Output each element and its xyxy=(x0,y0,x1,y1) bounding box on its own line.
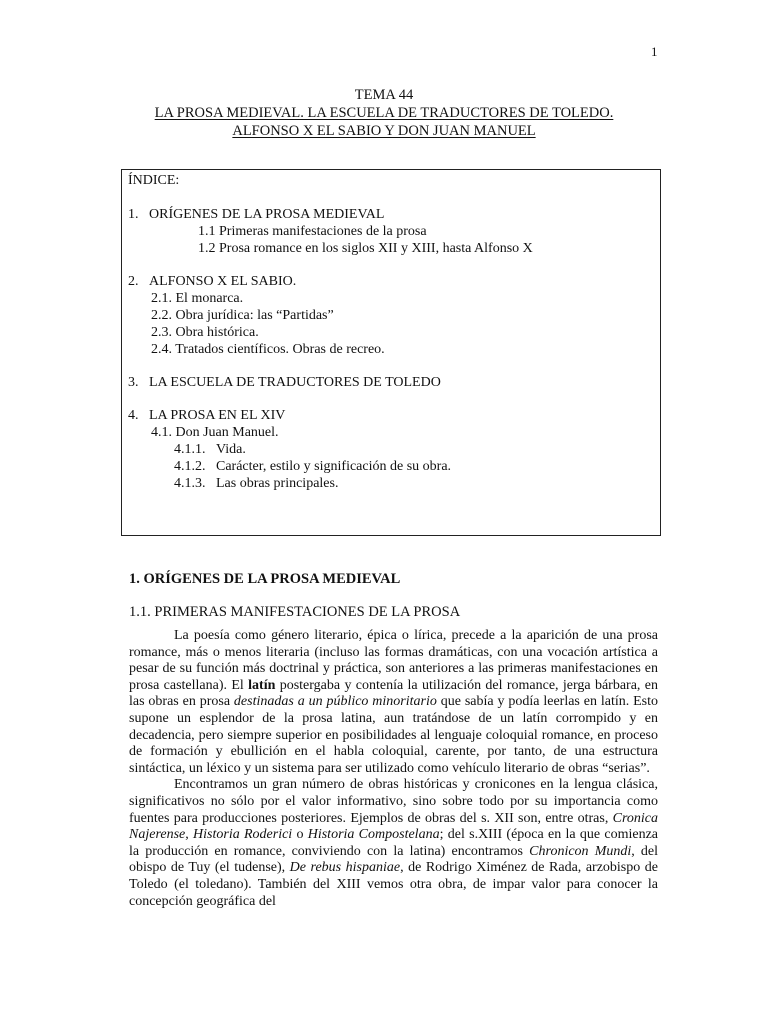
index-item-3: 3. LA ESCUELA DE TRADUCTORES DE TOLEDO xyxy=(128,375,441,390)
index-item-2-4: 2.4. Tratados científicos. Obras de recreo. xyxy=(151,342,385,357)
work-title: Cronica Najerense xyxy=(129,810,658,843)
index-item-1-1: 1.1 Primeras manifestaciones de la prosa xyxy=(198,224,427,239)
index-item-2: 2. ALFONSO X EL SABIO. xyxy=(128,274,297,289)
text-run: o xyxy=(292,827,308,843)
index-item-2-1: 2.1. El monarca. xyxy=(151,291,244,306)
index-item-1: 1. ORÍGENES DE LA PROSA MEDIEVAL xyxy=(128,207,385,222)
index-item-4-1-1: 4.1.1. Vida. xyxy=(174,442,246,457)
index-item-4: 4. LA PROSA EN EL XIV xyxy=(128,408,286,423)
text-run: , de Rodrigo Ximénez de Rada, arzobispo de Toledo (el toledano). También del XIII vemos otra obra, de impar valor para conocer la concepción geográfica del xyxy=(129,860,658,909)
title-topic: TEMA 44 xyxy=(354,87,414,103)
text-run: La poesía como género literario, épica o lírica, precede a la aparición de una prosa romance, más o menos literaria (incluso las formas dramáticas, con una vocación artística a pesar de su función más doctrinal y práctica, son anteriores a las primeras manifestaciones en prosa castellana). El xyxy=(129,628,658,693)
italic-phrase: destinadas a un público minoritario xyxy=(233,694,437,710)
page-number: 1 xyxy=(651,44,658,59)
document-title xyxy=(0,86,768,140)
index-item-4-1-2: 4.1.2. Carácter, estilo y significación de su obra. xyxy=(174,459,452,474)
text-run: Encontramos un gran número de obras históricas y cronicones en la lengua clásica, significativos no sólo por el valor informativo, sino sobre todo por su importancia como fuentes para producciones posteriores. Ejemplos de obras del s. XII son, entre otras, xyxy=(129,777,658,826)
work-title: Historia Compostelana xyxy=(307,827,440,843)
text-run: , xyxy=(185,827,194,843)
index-box xyxy=(121,169,661,536)
text-run: que sabía y podía leerlas en latín. Esto supone un esplendor de la prosa latina, aun tratándose de un latín corrompido y en decadencia, pero siempre superior en posibilidades al lenguaje coloquial romance, en proceso de formación y ebullición en el habla coloquial, carente, por tanto, de una estructura sintáctica, un léxico y un sistema para ser utilizado como vehículo literario de obras “serias”. xyxy=(129,694,658,776)
title-line-2: LA PROSA MEDIEVAL. LA ESCUELA DE TRADUCTORES DE TOLEDO. xyxy=(154,105,614,121)
text-run: ; del s.XIII (época en la que comienza la producción en romance, conviviendo con la latina) encontramos xyxy=(129,827,658,859)
index-item-4-1: 4.1. Don Juan Manuel. xyxy=(151,425,279,440)
text-run: , del obispo de Tuy (el tudense), xyxy=(129,843,659,876)
index-item-2-3: 2.3. Obra histórica. xyxy=(151,325,259,340)
paragraph-2 xyxy=(129,777,658,910)
work-title: Historia Roderici xyxy=(193,827,293,843)
work-title: De rebus hispaniae xyxy=(289,860,401,876)
text-run: postergaba y contenía la utilización del romance, jerga bárbara, en las obras en prosa xyxy=(129,677,658,710)
index-heading: ÍNDICE: xyxy=(128,173,180,188)
paragraph-1 xyxy=(129,628,658,777)
title-line-3: ALFONSO X EL SABIO Y DON JUAN MANUEL xyxy=(232,123,536,139)
section-heading: 1. ORÍGENES DE LA PROSA MEDIEVAL xyxy=(129,571,401,587)
body-text xyxy=(129,628,658,910)
index-item-4-1-3: 4.1.3. Las obras principales. xyxy=(174,476,339,491)
index-item-2-2: 2.2. Obra jurídica: las “Partidas” xyxy=(151,308,334,323)
index-item-1-2: 1.2 Prosa romance en los siglos XII y XIII, hasta Alfonso X xyxy=(198,241,533,256)
bold-term: latín xyxy=(248,677,276,693)
work-title: Chronicon Mundi xyxy=(529,843,632,859)
subsection-heading: 1.1. PRIMERAS MANIFESTACIONES DE LA PROSA xyxy=(129,604,461,620)
